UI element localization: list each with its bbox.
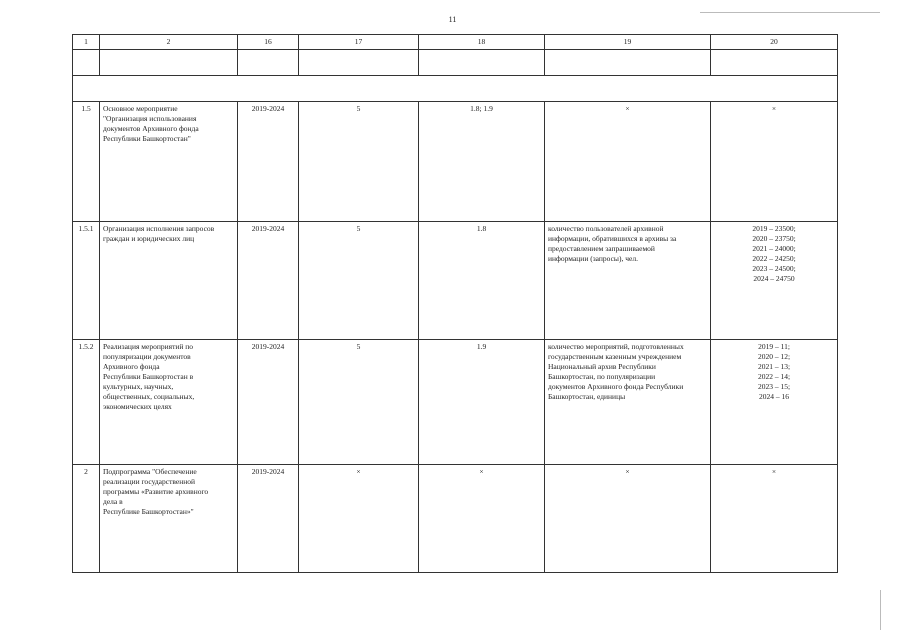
page-number: 11 [448,15,457,24]
row-number: 2 [73,465,100,573]
empty-row [73,50,838,76]
row-col18: 1.9 [419,340,545,465]
row-col18: 1.8; 1.9 [419,102,545,222]
row-col17: 5 [299,340,419,465]
table-row [73,222,838,340]
table-row [73,340,838,465]
row-number: 1.5.1 [73,222,100,340]
column-header: 16 [238,35,299,50]
row-years: 2019-2024 [238,340,299,465]
column-header: 2 [100,35,238,50]
column-header: 18 [419,35,545,50]
row-col19: количество пользователей архивной информации, обратившихся в архивы за предоставлением запрашиваемой информации (запросы), чел. [545,222,711,340]
row-col17: 5 [299,102,419,222]
table-row [73,465,838,573]
row-col18: × [419,465,545,573]
empty-cell [711,50,838,76]
row-col19: количество мероприятий, подготовленных государственным казенным учреждением Национальный архив Республики Башкортостан, по популяризации документов Архивного фонда Республики Башкортостан, единицы [545,340,711,465]
row-years: 2019-2024 [238,465,299,573]
row-number: 1.5.2 [73,340,100,465]
empty-cell [545,50,711,76]
row-col18: 1.8 [419,222,545,340]
empty-cell [238,50,299,76]
empty-cell [73,50,100,76]
document-table [72,34,838,573]
row-col17: × [299,465,419,573]
table-row [73,102,838,222]
scan-artifact-line [700,12,880,13]
row-col19: × [545,102,711,222]
row-name: Подпрограмма "Обеспечение реализации государственной программы «Развитие архивного дела в Республике Башкортостан»" [100,465,238,573]
row-col20: × [711,465,838,573]
row-col20: 2019 – 11; 2020 – 12; 2021 – 13; 2022 – 14; 2023 – 15; 2024 – 16 [711,340,838,465]
row-years: 2019-2024 [238,102,299,222]
column-header: 1 [73,35,100,50]
row-col17: 5 [299,222,419,340]
empty-cell [299,50,419,76]
column-header: 19 [545,35,711,50]
row-name: Основное мероприятие "Организация использования документов Архивного фонда Республики Башкортостан" [100,102,238,222]
row-col20: 2019 – 23500; 2020 – 23750; 2021 – 24000; 2022 – 24250; 2023 – 24500; 2024 – 24750 [711,222,838,340]
empty-cell [100,50,238,76]
row-name: Реализация мероприятий по популяризации документов Архивного фонда Республики Башкортостан в культурных, научных, общественных, социальных, экономических целях [100,340,238,465]
row-number: 1.5 [73,102,100,222]
row-col19: × [545,465,711,573]
row-name: Организация исполнения запросов граждан и юридических лиц [100,222,238,340]
scan-artifact-line [880,590,881,630]
empty-cell [419,50,545,76]
column-header: 20 [711,35,838,50]
row-col20: × [711,102,838,222]
column-number-row [73,35,838,50]
row-years: 2019-2024 [238,222,299,340]
column-header: 17 [299,35,419,50]
empty-merged-row [73,76,838,102]
empty-merged-cell [73,76,838,102]
